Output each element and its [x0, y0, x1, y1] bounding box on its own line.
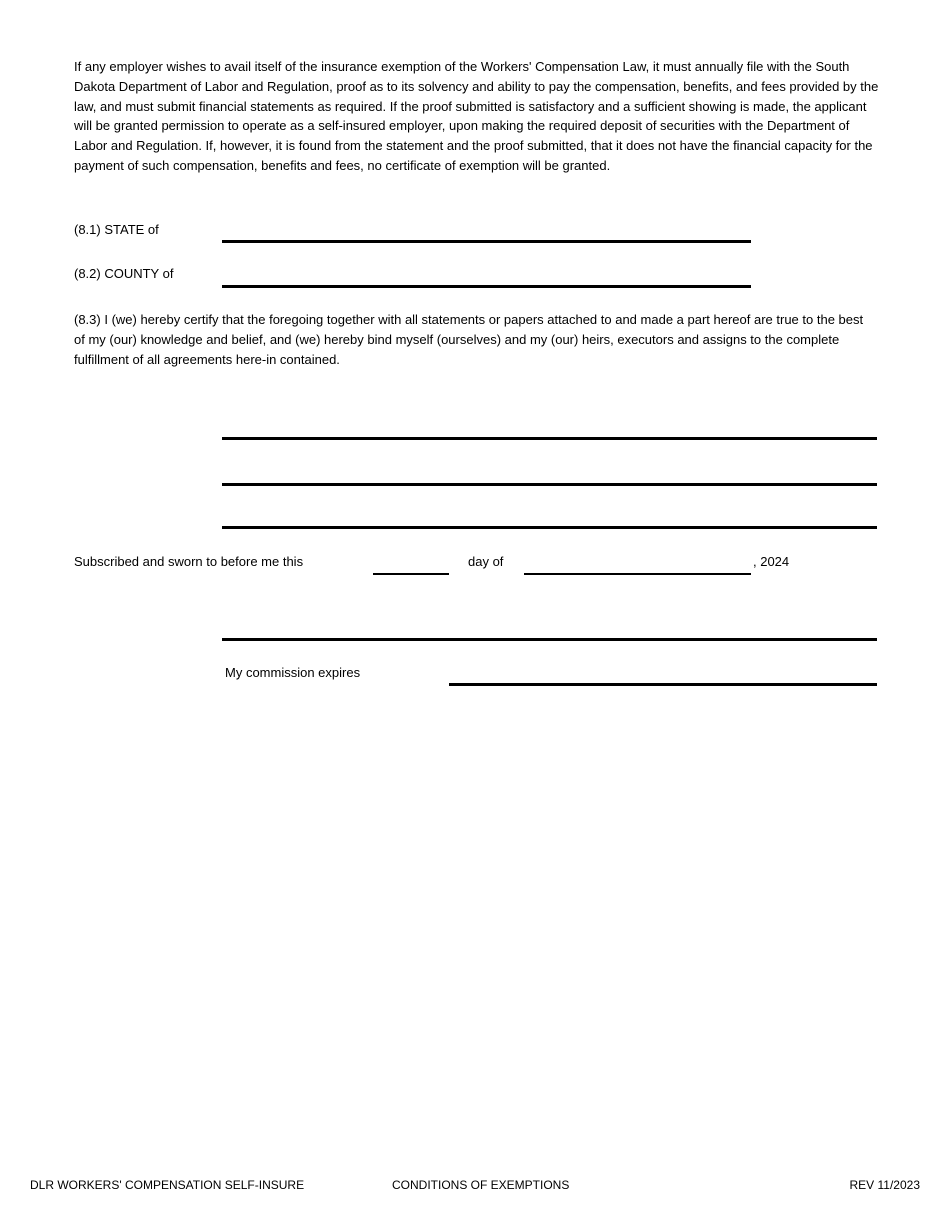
county-underline: [222, 285, 751, 288]
sworn-day-underline: [373, 573, 449, 575]
signature-line-1: [222, 437, 877, 440]
sworn-label: Subscribed and sworn to before me this: [74, 554, 304, 569]
county-field[interactable]: [222, 265, 750, 285]
state-field[interactable]: [222, 220, 750, 240]
notary-signature-field[interactable]: [222, 618, 876, 638]
notary-signature-line: [222, 638, 877, 641]
sworn-month-underline: [524, 573, 751, 575]
day-of-label: day of: [468, 554, 504, 569]
footer-center: CONDITIONS OF EXEMPTIONS: [392, 1178, 570, 1192]
commission-label: My commission expires: [225, 665, 361, 680]
sworn-month-field[interactable]: [524, 553, 750, 573]
signature-line-3: [222, 526, 877, 529]
sworn-year-label: , 2024: [753, 554, 790, 569]
sworn-day-field[interactable]: [373, 553, 448, 573]
intro-paragraph: If any employer wishes to avail itself of the insurance exemption of the Workers' Compensation Law, it must annually file with the South Dakota Department of Labor and Regulation, proof as to its solvency and ability to pay the compensation, benefits, and fees provided by the law, and must submit financial statements as required. If the proof submitted is satisfactory and a sufficient showing is made, the applicant will be granted permission to operate as a self-insured employer, upon making the required deposit of securities with the Department of Labor and Regulation. If, however, it is found from the statement and the proof submitted, that it does not have the financial capacity for the payment of such compensation, benefits and fees, no certificate of exemption will be granted.: [74, 59, 879, 173]
footer-left: DLR WORKERS' COMPENSATION SELF-INSURE: [30, 1178, 305, 1192]
signature-line-2: [222, 483, 877, 486]
signature-field-2[interactable]: [222, 463, 876, 483]
commission-field[interactable]: [449, 663, 876, 683]
county-label: (8.2) COUNTY of: [74, 266, 174, 281]
commission-underline: [449, 683, 877, 686]
signature-field-1[interactable]: [222, 417, 876, 437]
state-underline: [222, 240, 751, 243]
certification-paragraph: (8.3) I (we) hereby certify that the foregoing together with all statements or papers attached to and made a part hereof are true to the best of my (our) knowledge and belief, and (we) hereby bind myself (ourselves) and my (our) heirs, executors and assigns to the complete fulfillment of all agreements here-in contained.: [74, 312, 864, 367]
signature-field-3[interactable]: [222, 506, 876, 526]
state-label: (8.1) STATE of: [74, 222, 159, 237]
footer-right: REV 11/2023: [849, 1178, 920, 1192]
